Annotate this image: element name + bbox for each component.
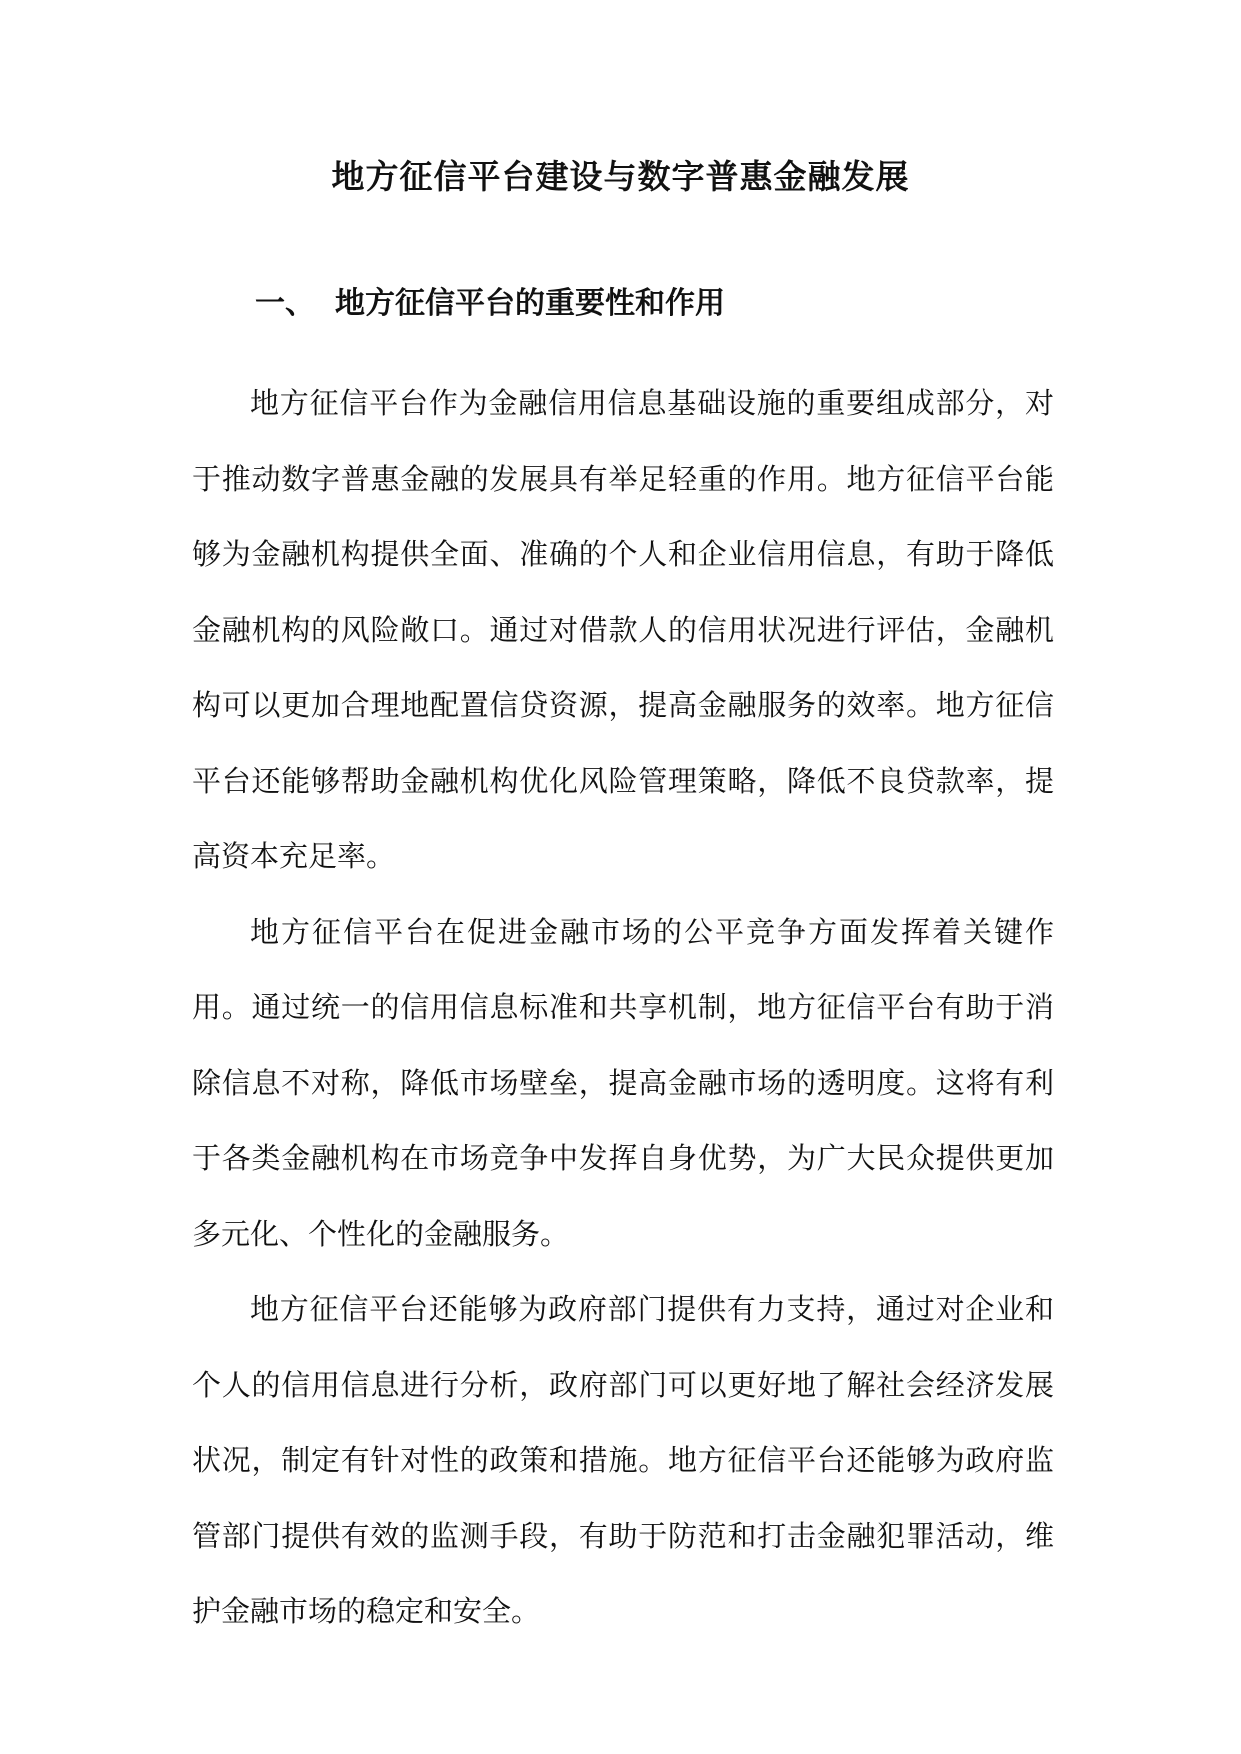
section-heading: [255, 279, 725, 329]
paragraph: 地方征信平台还能够为政府部门提供有力支持，通过对企业和个人的信用信息进行分析，政府部门可以更好地了解社会经济发展状况，制定有针对性的政策和措施。地方征信平台还能够为政府监管部门提供有效的监测手段，有助于防范和打击金融犯罪活动，维护金融市场的稳定和安全。: [192, 1292, 1054, 1628]
paragraph: 地方征信平台作为金融信用信息基础设施的重要组成部分，对于推动数字普惠金融的发展具有举足轻重的作用。地方征信平台能够为金融机构提供全面、准确的个人和企业信用信息，有助于降低金融机构的风险敞口。通过对借款人的信用状况进行评估，金融机构可以更加合理地配置信贷资源，提高金融服务的效率。地方征信平台还能够帮助金融机构优化风险管理策略，降低不良贷款率，提高资本充足率。: [192, 386, 1054, 873]
document-title: 地方征信平台建设与数字普惠金融发展: [331, 157, 910, 196]
paragraph: 地方征信平台在促进金融市场的公平竞争方面发挥着关键作用。通过统一的信用信息标准和共享机制，地方征信平台有助于消除信息不对称，降低市场壁垒，提高金融市场的透明度。这将有利于各类金融机构在市场竞争中发挥自身优势，为广大民众提供更加多元化、个性化的金融服务。: [192, 914, 1054, 1251]
section-number: 一、: [255, 286, 315, 321]
section-title: 地方征信平台的重要性和作用: [335, 286, 725, 321]
body-text: [192, 366, 1054, 1650]
